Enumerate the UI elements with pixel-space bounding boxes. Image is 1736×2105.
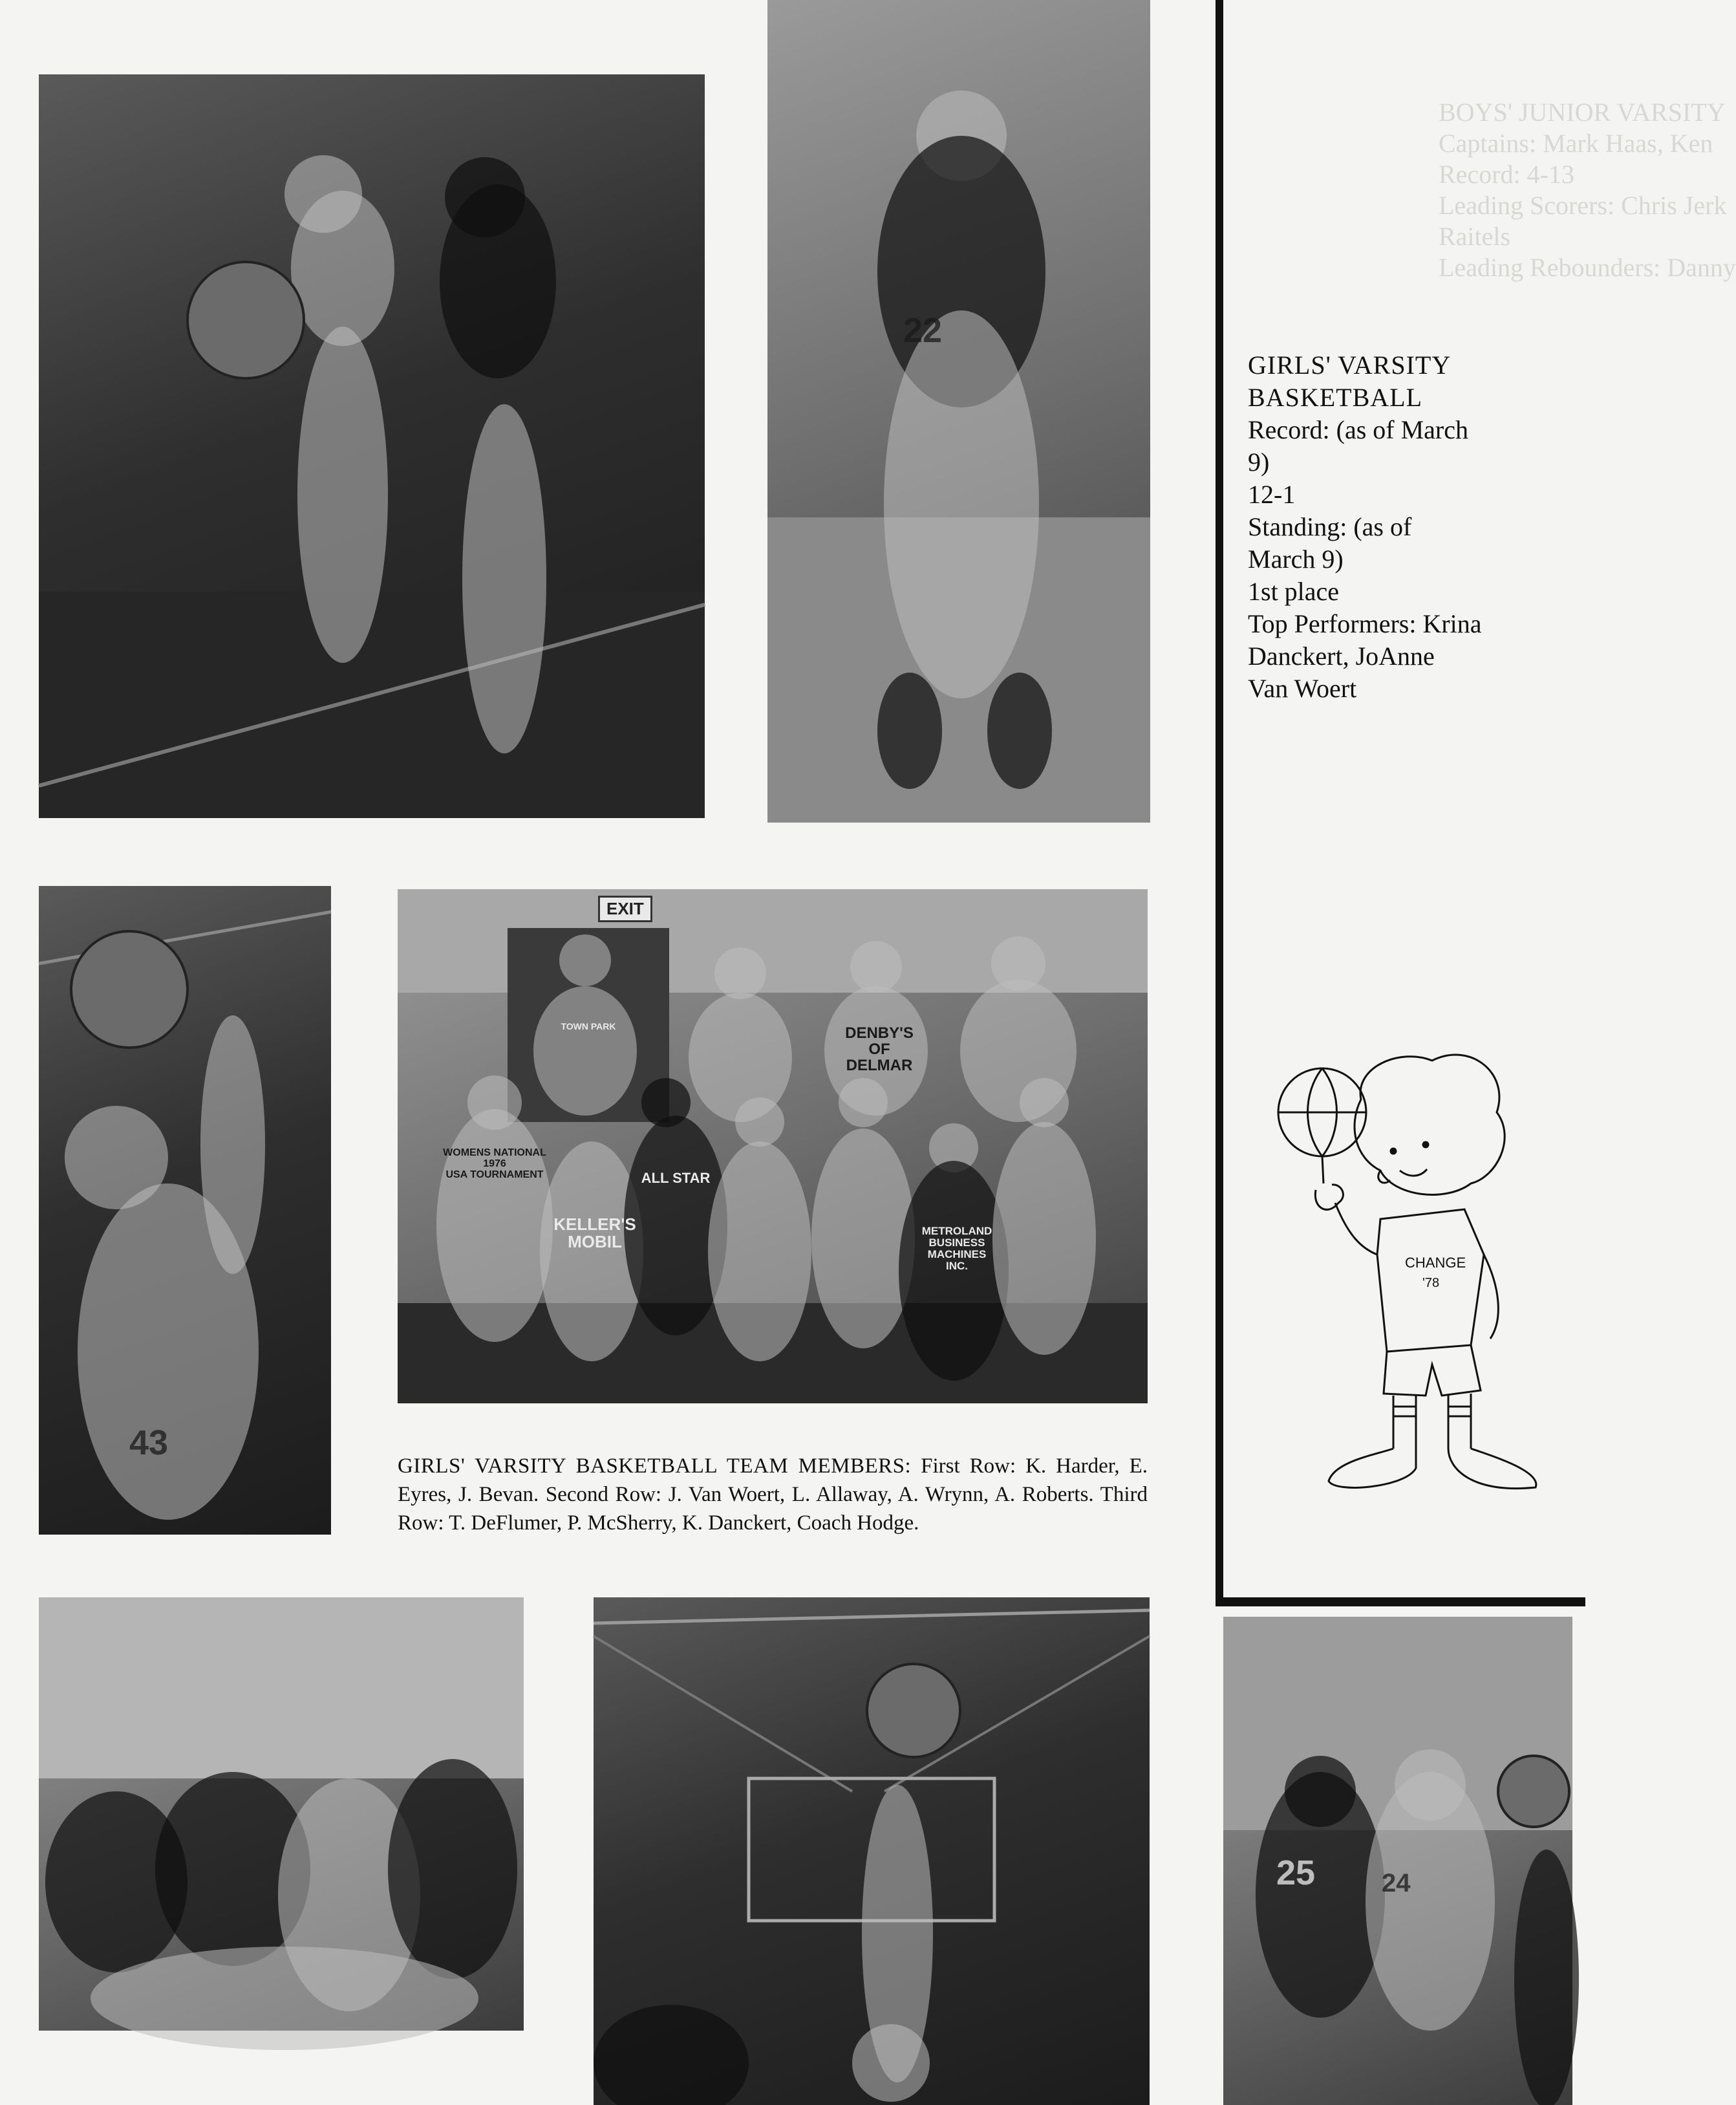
photo-players-guarding — [39, 74, 705, 818]
cartoon-shirt-text: CHANGE — [1405, 1255, 1466, 1271]
photo-layup — [594, 1597, 1150, 2105]
photo-player-22 — [767, 0, 1150, 823]
ghost-line: Leading Scorers: Chris Jerk — [1439, 191, 1727, 220]
record-label: Record: (as of March — [1248, 415, 1468, 444]
horizontal-rule — [1216, 1597, 1585, 1606]
ghost-line: Captains: Mark Haas, Ken — [1439, 129, 1713, 158]
photo-team — [398, 889, 1148, 1403]
stats-title-line: GIRLS' VARSITY — [1248, 351, 1452, 380]
shirt-text: ALL STAR — [641, 1170, 711, 1186]
shirt-text: TOWN PARK — [561, 1021, 616, 1031]
exit-sign: EXIT — [598, 896, 652, 922]
stats-block — [1248, 349, 1552, 705]
ghost-line: Raitels — [1439, 222, 1511, 251]
ghost-line: Record: 4-13 — [1439, 160, 1574, 189]
standing-label: Standing: (as of — [1248, 512, 1412, 541]
bleed-through-text — [1439, 97, 1736, 283]
top-performers: Top Performers: Krina — [1248, 609, 1482, 638]
caption-lead: GIRLS' VARSITY BASKETBALL TEAM MEMBERS: — [398, 1454, 912, 1478]
jersey-number: 43 — [129, 1423, 169, 1462]
top-performers: Van Woert — [1248, 674, 1357, 703]
vertical-rule — [1216, 0, 1223, 1597]
ghost-line: Leading Rebounders: Danny — [1439, 253, 1736, 282]
top-performers: Danckert, JoAnne — [1248, 642, 1435, 671]
jersey-number: 24 — [1382, 1869, 1411, 1897]
cartoon-shirt-text: '78 — [1422, 1276, 1440, 1290]
cartoon-mascot-illustration — [1277, 1041, 1548, 1507]
jersey-number: 22 — [903, 311, 943, 350]
shirt-text: METROLAND BUSINESS MACHINES INC. — [921, 1225, 992, 1272]
shirt-text: DENBY'S OF DELMAR — [845, 1024, 914, 1075]
photo-bench-crowd — [39, 1597, 524, 2031]
record-label: 9) — [1248, 448, 1270, 477]
stats-title-line: BASKETBALL — [1248, 383, 1422, 412]
caption-body: First Row: K. Harder, E. Eyres, J. Bevan. Second Row: J. Van Woert, L. Allaway, A. Wrynn, A. Roberts. Third Row: T. DeFlumer, P. McSherry, K. Danckert, Coach Hodge. — [398, 1454, 1148, 1535]
standing-value: 1st place — [1248, 577, 1340, 606]
jersey-number: 25 — [1276, 1853, 1316, 1892]
standing-label: March 9) — [1248, 545, 1344, 574]
shirt-text: WOMENS NATIONAL 1976 USA TOURNAMENT — [443, 1147, 546, 1180]
photo-player-43-shooting — [39, 886, 331, 1535]
record-value: 12-1 — [1248, 480, 1296, 509]
team-caption — [398, 1452, 1148, 1537]
photo-players-25-24 — [1223, 1617, 1572, 2105]
ghost-heading: BOYS' JUNIOR VARSITY — [1439, 98, 1726, 127]
shirt-text: KELLER'S MOBIL — [553, 1214, 636, 1252]
